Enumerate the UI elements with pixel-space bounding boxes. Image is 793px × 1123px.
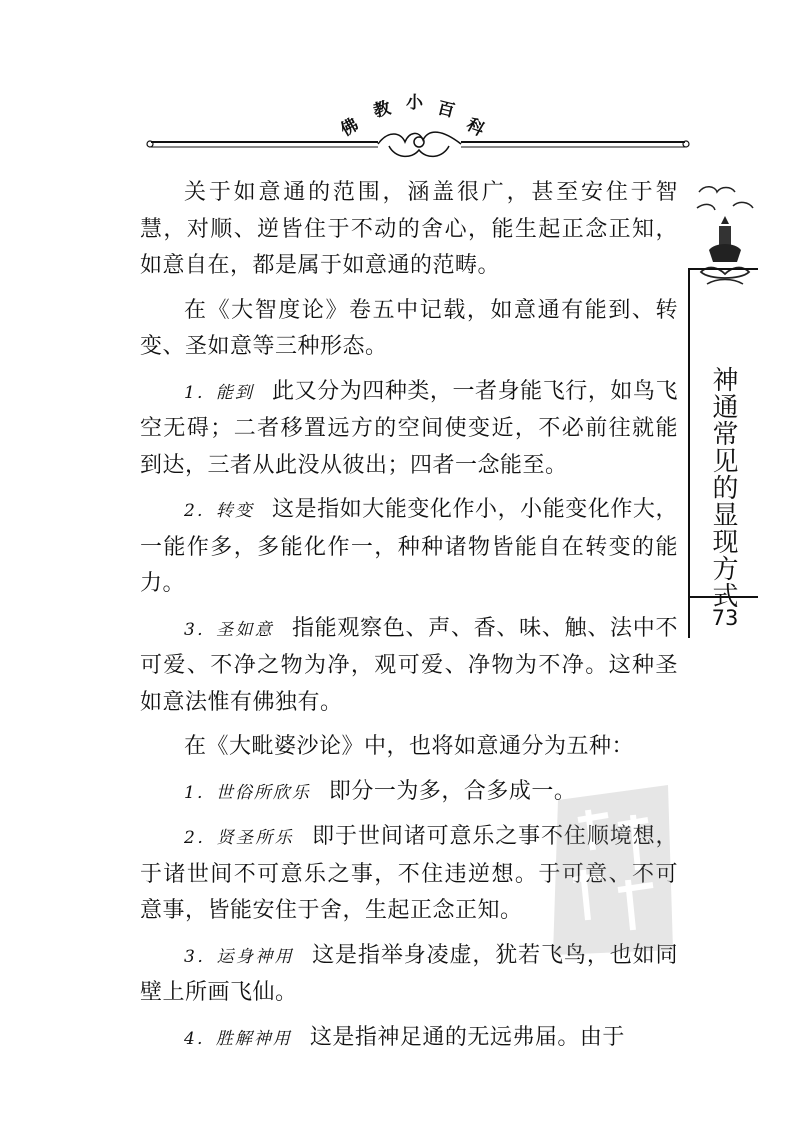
header-title-char: 科	[462, 114, 488, 141]
page-number: 73	[711, 606, 739, 630]
chapter-title: 神通常见的显现方式	[708, 366, 738, 609]
term-label: 1．世俗所欣乐	[184, 782, 311, 803]
paragraph: 关于如意通的范围，涵盖很广，甚至安住于智慧，对顺、逆皆住于不动的舍心，能生起正念正知，如意自在，都是属于如意通的范畴。	[140, 180, 678, 278]
paragraph: 2．贤圣所乐 即于世间诸可意乐之事不住顺境想，于诸世间不可意乐之事，不住违逆想。于可意、不可意事，皆能安住于舍，生起正念正知。	[140, 824, 678, 923]
paragraph: 在《大毗婆沙论》中，也将如意通分为五种：	[184, 734, 635, 759]
paragraph: 1．能到 此又分为四种类，一者身能飞行，如鸟飞空无碍；二者移置远方的空间使变近，不必前往就能到达，三者从此没从彼出；四者一念能至。	[140, 378, 678, 478]
term-label: 3．运身神用	[184, 946, 295, 967]
term-label: 2．转变	[184, 501, 255, 521]
header-title-char: 小	[406, 93, 423, 113]
term-label: 1．能到	[184, 382, 255, 403]
header-title-char: 佛	[337, 114, 363, 141]
header-title-char: 教	[371, 98, 393, 122]
paragraph: 4．胜解神用 这是指神足通的无远弗届。由于	[184, 1024, 625, 1050]
header-ornament-rule	[143, 128, 693, 168]
sidebar-vertical-rule	[688, 268, 690, 638]
paragraph: 2．转变 这是指如大能变化作小，小能变化作大，一能作多，多能化作一，种种诸物皆能自在转变的能力。	[140, 497, 678, 596]
term-label: 3．圣如意	[184, 619, 274, 640]
paragraph: 在《大智度论》卷五中记载，如意通有能到、转变、圣如意等三种形态。	[140, 297, 678, 359]
header-title-char: 百	[435, 98, 457, 122]
watermark-seal-icon	[548, 780, 678, 960]
sidebar-ornament-icon	[695, 180, 755, 300]
page-number-rule	[688, 596, 758, 598]
paragraph: 3．圣如意 指能观察色、声、香、味、触、法中不可爱、不净之物为净，观可爱、净物为不净。这种圣如意法惟有佛独有。	[140, 615, 678, 715]
sidebar-top-rule	[688, 268, 758, 270]
term-label: 4．胜解神用	[184, 1028, 292, 1049]
paragraph: 1．世俗所欣乐 即分一为多，合多成一。	[184, 778, 577, 804]
paragraph: 3．运身神用 这是指举身凌虚，犹若飞鸟，也如同壁上所画飞仙。	[140, 942, 678, 1005]
term-label: 2．贤圣所乐	[184, 828, 295, 848]
